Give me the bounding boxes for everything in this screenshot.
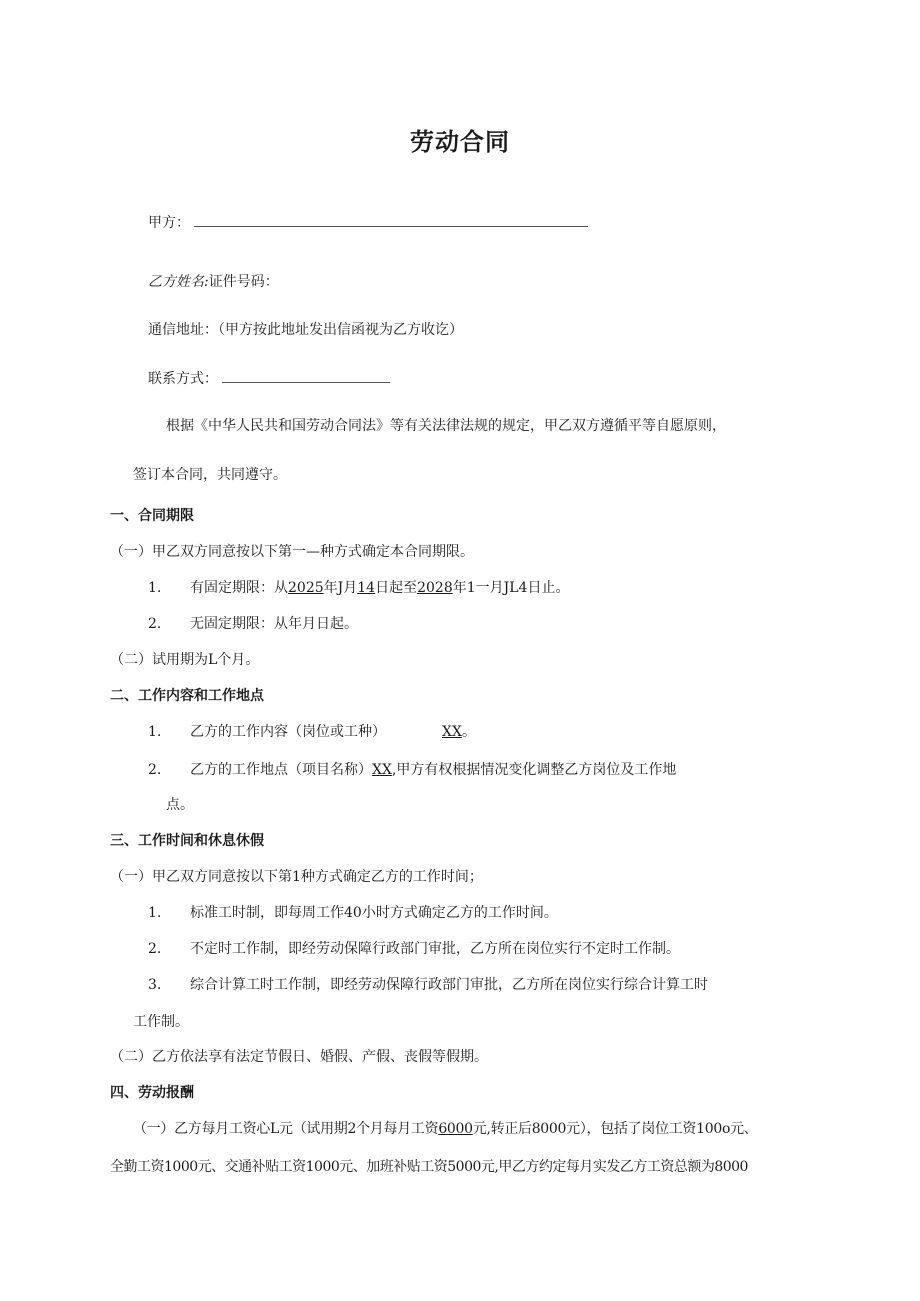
- list-number: 2.: [148, 762, 162, 778]
- section-1-para-2: （二）试用期为L个月。: [110, 652, 260, 668]
- item-text: 标准工时制，即每周工作40小时方式确定乙方的工作时间。: [190, 905, 558, 921]
- work-location-value: XX: [372, 762, 392, 778]
- party-a-blank: [194, 212, 588, 227]
- section-3-para-1: （一）甲乙双方同意按以下第1种方式确定乙方的工作时间；: [110, 869, 483, 885]
- section-1-heading: 一、合同期限: [110, 508, 194, 524]
- end-year: 2028: [417, 580, 453, 596]
- section-3-item-3: [148, 975, 708, 995]
- section-4-para-1-line-2: 全勤工资1000元、交通补贴工资1000元、加班补贴工资5000元,甲乙方约定每月实发乙方工资总额为8000: [110, 1159, 748, 1175]
- party-a-label: 甲方：: [148, 215, 190, 231]
- party-b-name-label: 乙方姓名:: [148, 274, 209, 290]
- section-4-heading: 四、劳动报酬: [110, 1085, 194, 1101]
- list-number: 2.: [148, 616, 162, 632]
- list-number: 1.: [148, 580, 162, 596]
- party-a-line: [148, 212, 588, 233]
- list-number: 1.: [148, 724, 162, 740]
- item-text: 无固定期限：从年月日起。: [190, 616, 358, 632]
- contact-line: [148, 368, 390, 389]
- document-title: 劳动合同: [410, 128, 510, 156]
- item-text: 不定时工作制，即经劳动保障行政部门审批，乙方所在岗位实行不定时工作制。: [190, 941, 680, 957]
- item-text: 日起至: [375, 580, 418, 596]
- contact-label: 联系方式：: [148, 371, 218, 387]
- list-number: 2.: [148, 941, 162, 957]
- probation-salary-value: 6000: [438, 1121, 473, 1137]
- section-2-item-1: [148, 722, 476, 742]
- section-3-item-3-cont: 工作制。: [133, 1014, 189, 1030]
- item-text: 有固定期限：从: [190, 580, 288, 596]
- item-text: 综合计算工时工作制，即经劳动保障行政部门审批，乙方所在岗位实行综合计算工时: [190, 977, 708, 993]
- item-text: 乙方的工作地点（项目名称）: [190, 762, 372, 778]
- section-2-item-2-cont: 点。: [166, 797, 194, 813]
- section-2-item-2: [148, 760, 676, 780]
- address-label: 通信地址：: [148, 322, 218, 338]
- party-b-line: [148, 272, 279, 292]
- preamble-line-2: 签订本合同，共同遵守。: [133, 467, 287, 483]
- item-text: 年1一月JL4日止。: [452, 580, 570, 596]
- item-text: （一）乙方每月工资心L元（试用期2个月每月工资: [133, 1121, 439, 1137]
- start-day: 14: [357, 580, 376, 596]
- list-number: 1.: [148, 905, 162, 921]
- item-text: 乙方的工作内容（岗位或工种）: [190, 724, 386, 740]
- section-1-para-1: （一）甲乙双方同意按以下第一—种方式确定本合同期限。: [110, 544, 474, 560]
- address-line: [148, 320, 463, 340]
- party-b-id-label: 证件号码：: [208, 274, 279, 290]
- item-text: 。: [461, 724, 476, 740]
- section-1-item-1: [148, 578, 569, 598]
- section-4-para-1: [133, 1119, 757, 1139]
- item-text: ,甲方有权根据情况变化调整乙方岗位及工作地: [391, 762, 677, 778]
- start-year: 2025: [288, 580, 324, 596]
- preamble-line-1: 根据《中华人民共和国劳动合同法》等有关法律法规的规定，甲乙双方遵循平等自愿原则，: [166, 418, 726, 434]
- section-2-heading: 二、工作内容和工作地点: [110, 688, 264, 704]
- item-text: 元,转正后8000元），包括了岗位工资100o元、: [472, 1121, 758, 1137]
- section-3-item-1: [148, 903, 558, 923]
- job-content-value: XX: [442, 724, 462, 740]
- section-3-para-2: （二）乙方依法享有法定节假日、婚假、产假、丧假等假期。: [110, 1049, 488, 1065]
- section-3-heading: 三、工作时间和休息休假: [110, 833, 264, 849]
- item-text: 年J月: [323, 580, 358, 596]
- contact-blank: [222, 368, 390, 383]
- section-3-item-2: [148, 939, 680, 959]
- address-note: （甲方按此地址发出信函视为乙方收讫）: [218, 322, 463, 338]
- list-number: 3.: [148, 977, 162, 993]
- section-1-item-2: [148, 614, 358, 634]
